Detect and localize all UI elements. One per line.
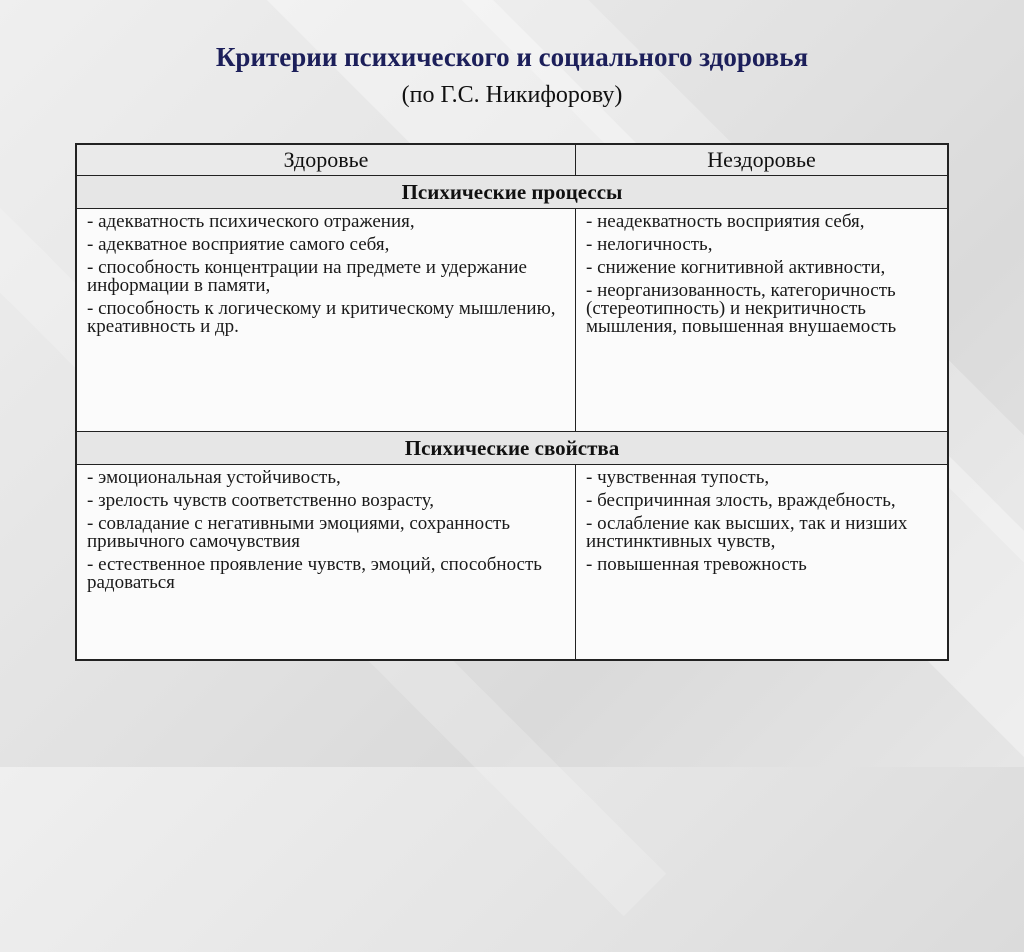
list-item: - снижение когнитивной активности, bbox=[586, 257, 886, 278]
section-title-processes: Психические процессы bbox=[76, 176, 948, 209]
list-item: - естественное проявление чувств, эмоций, способность радоваться bbox=[87, 554, 542, 593]
header-health: Здоровье bbox=[76, 144, 576, 176]
list-item: - зрелость чувств соответственно возрасту, bbox=[87, 490, 435, 511]
criteria-table bbox=[75, 143, 949, 661]
list-item: - чувственная тупость, bbox=[586, 467, 770, 488]
header-row bbox=[76, 144, 948, 176]
health-cell bbox=[76, 465, 576, 661]
list-item: - ослабление как высших, так и низших инстинктивных чувств, bbox=[586, 513, 908, 552]
section-row bbox=[76, 432, 948, 465]
illness-cell bbox=[576, 209, 949, 432]
list-item: - способность к логическому и критическому мышлению, креативность и др. bbox=[87, 298, 556, 337]
illness-cell bbox=[576, 465, 949, 661]
table-row bbox=[76, 209, 948, 432]
health-cell bbox=[76, 209, 576, 432]
list-item: - адекватность психического отражения, bbox=[87, 211, 415, 232]
page-subtitle: (по Г.С. Никифорову) bbox=[401, 82, 623, 108]
header-illness: Нездоровье bbox=[576, 144, 949, 176]
table-row bbox=[76, 465, 948, 661]
section-row bbox=[76, 176, 948, 209]
list-item: - нелогичность, bbox=[586, 234, 713, 255]
list-item: - неорганизованность, категоричность (стереотипность) и некритичность мышления, повышенная внушаемость bbox=[586, 280, 897, 337]
list-item: - способность концентрации на предмете и удержание информации в памяти, bbox=[87, 257, 527, 296]
page-title: Критерии психического и социального здоровья bbox=[215, 42, 809, 72]
list-item: - беспричинная злость, враждебность, bbox=[586, 490, 896, 511]
list-item: - эмоциональная устойчивость, bbox=[87, 467, 341, 488]
list-item: - адекватное восприятие самого себя, bbox=[87, 234, 390, 255]
list-item: - неадекватность восприятия себя, bbox=[586, 211, 865, 232]
list-item: - совладание с негативными эмоциями, сохранность привычного самочувствия bbox=[87, 513, 510, 552]
list-item: - повышенная тревожность bbox=[586, 554, 807, 575]
section-title-properties: Психические свойства bbox=[76, 432, 948, 465]
